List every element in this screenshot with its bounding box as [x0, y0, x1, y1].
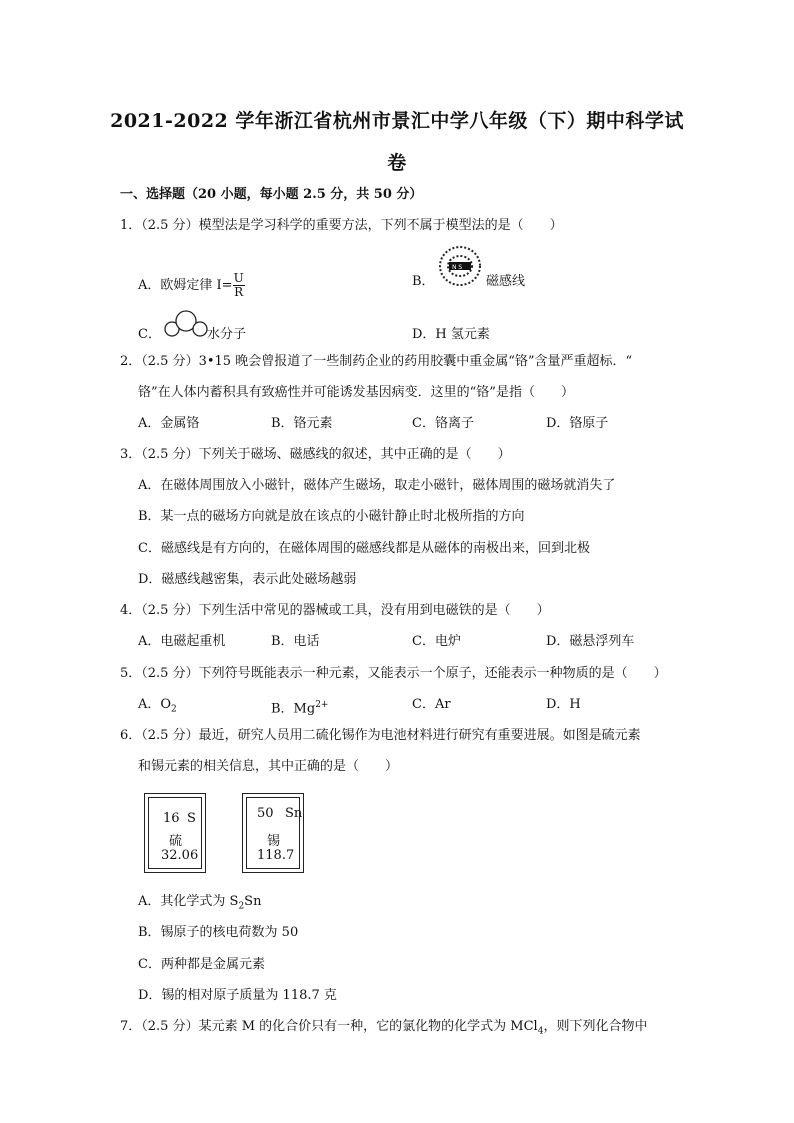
q3-option-a: A．在磁体周围放入小磁针，磁体产生磁场，取走小磁针，磁体周围的磁场就消失了	[138, 478, 616, 493]
q6-option-b: B．锡原子的核电荷数为 50	[138, 925, 299, 940]
sulfur-mass: 32.06	[161, 848, 199, 863]
q7-stem-tail: ，则下列化合物中	[543, 1019, 648, 1034]
q5-option-b	[271, 696, 328, 718]
q6-stem-line1: 6．（2.5 分）最近，研究人员用二硫化锡作为电池材料进行研究有重要进展。如图是硫元素	[120, 728, 641, 743]
q6-option-c: C．两种都是金属元素	[138, 957, 265, 972]
q1-fraction-den: R	[234, 285, 244, 299]
q5-option-b-text: B．Mg	[271, 701, 316, 717]
water-molecule-icon	[162, 309, 210, 339]
tin-atomic-number: 50	[257, 806, 274, 821]
q2-option-a: A．金属铬	[138, 416, 200, 431]
q1-stem: 1．（2.5 分）模型法是学习科学的重要方法，下列不属于模型法的是（ ）	[120, 218, 563, 233]
q5-option-a	[138, 696, 177, 719]
q1-option-c	[138, 326, 161, 344]
page-title-line2: 卷	[387, 152, 407, 174]
q6-option-a-sub: 2	[238, 901, 245, 912]
q1-option-a	[138, 272, 245, 299]
sulfur-atomic-number: 16	[163, 811, 180, 826]
q3-option-b: B．某一点的磁场方向就是放在该点的小磁针静止时北极所指的方向	[138, 509, 525, 524]
q4-option-b: B．电话	[271, 634, 320, 649]
q2-option-c: C．铬离子	[412, 416, 474, 431]
q1-option-c-label: C．	[138, 327, 161, 342]
q7-stem-text: 7．（2.5 分）某元素 M 的化合价只有一种，它的氯化物的化学式为 MCl	[120, 1019, 538, 1034]
svg-text:N S: N S	[452, 264, 463, 271]
q6-stem-line2: 和锡元素的相关信息，其中正确的是（ ）	[138, 759, 399, 774]
element-card-sulfur	[144, 793, 206, 873]
q4-option-d: D．磁悬浮列车	[546, 634, 635, 649]
q7-stem	[120, 1018, 647, 1041]
q6-option-a-tail: Sn	[244, 894, 262, 909]
section-heading: 一、选择题（20 小题，每小题 2.5 分，共 50 分）	[120, 187, 423, 202]
q6-option-d: D．锡的相对原子质量为 118.7 克	[138, 988, 337, 1003]
q1-option-d: D．H 氢元素	[412, 327, 490, 342]
q5-option-b-sup: 2+	[315, 700, 329, 710]
q1-option-b-label: B．	[412, 274, 435, 289]
tin-mass: 118.7	[257, 848, 295, 863]
q2-option-d: D．铬原子	[546, 416, 609, 431]
q4-stem: 4．（2.5 分）下列生活中常见的器械或工具，没有用到电磁铁的是（ ）	[120, 603, 550, 618]
q1-option-a-text: A．欧姆定律 I=	[138, 278, 233, 293]
q1-fraction-num: U	[233, 271, 244, 285]
sulfur-symbol: S	[187, 811, 196, 826]
q5-option-a-text: A．O	[138, 697, 172, 712]
q2-stem-line2: 铬”在人体内蓄积具有致癌性并可能诱发基因病变．这里的“铬”是指（ ）	[138, 385, 574, 400]
q7-stem-sub: 4	[537, 1026, 544, 1037]
sulfur-name: 硫	[169, 834, 183, 849]
q1-option-b	[412, 273, 435, 291]
q6-option-a	[138, 893, 261, 916]
q6-option-a-text: A．其化学式为 S	[138, 894, 239, 909]
q1-option-c-text: 水分子	[207, 327, 247, 342]
tin-symbol: Sn	[285, 806, 303, 821]
q2-option-b: B．铬元素	[271, 416, 333, 431]
q5-stem: 5．（2.5 分）下列符号既能表示一种元素，又能表示一个原子，还能表示一种物质的是（ ）	[120, 666, 667, 681]
page-title-line1: 2021-2022 学年浙江省杭州市景汇中学八年级（下）期中科学试	[110, 110, 684, 132]
q5-option-a-sub: 2	[171, 704, 177, 715]
tin-name: 锡	[267, 834, 281, 849]
q4-option-a: A．电磁起重机	[138, 634, 226, 649]
element-card-tin	[242, 793, 304, 873]
q2-stem-line1: 2．（2.5 分）3•15 晚会曾报道了一些制药企业的药用胶囊中重金属“铬”含量严重超标．“	[120, 354, 633, 369]
q1-option-b-text: 磁感线	[486, 274, 526, 289]
q4-option-c: C．电炉	[412, 634, 461, 649]
q3-option-c: C．磁感线是有方向的，在磁体周围的磁感线都是从磁体的南极出来，回到北极	[138, 541, 590, 556]
q3-option-d: D．磁感线越密集，表示此处磁场越弱	[138, 572, 357, 587]
q3-stem: 3．（2.5 分）下列关于磁场、磁感线的叙述，其中正确的是（ ）	[120, 447, 511, 462]
q5-option-c: C．Ar	[412, 697, 451, 712]
q5-option-d: D．H	[546, 697, 581, 712]
magnetic-field-lines-icon	[437, 244, 485, 288]
q1-fraction	[233, 272, 245, 299]
